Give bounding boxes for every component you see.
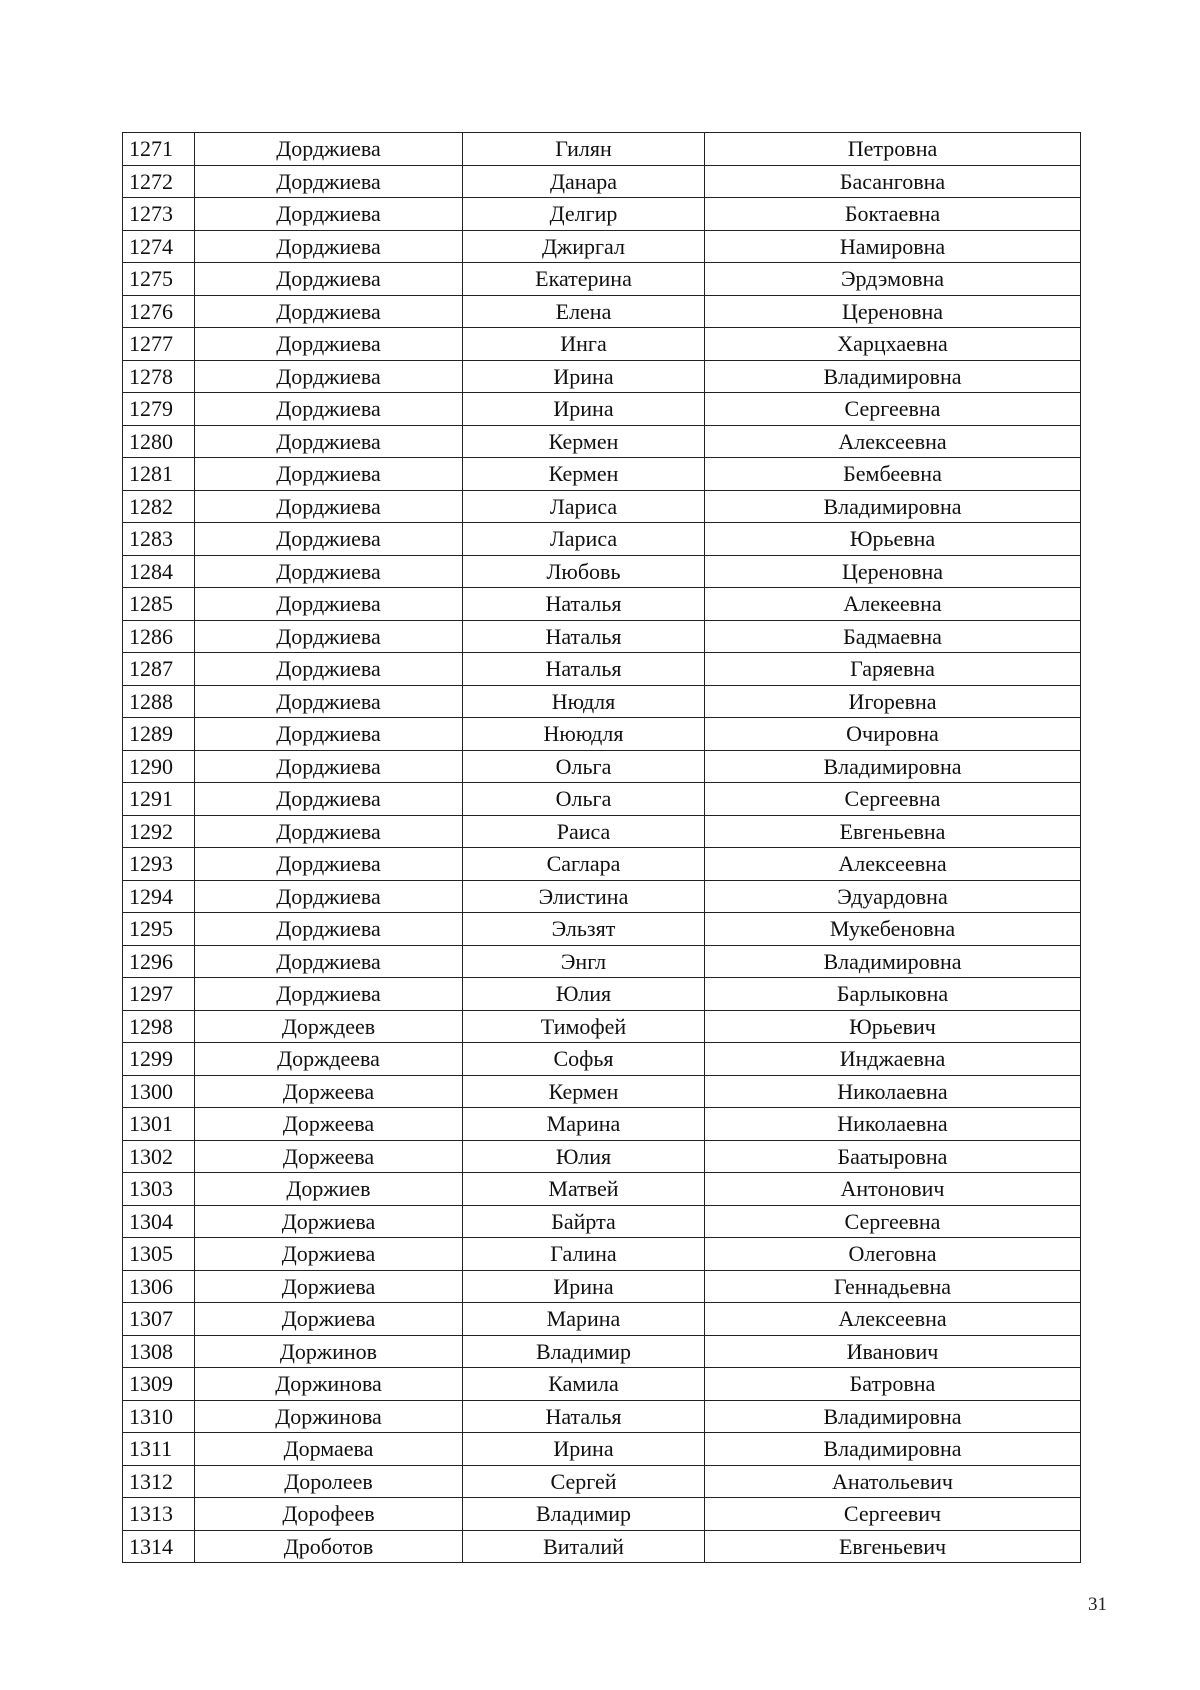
first-name-cell: Энгл [463, 945, 705, 978]
patronymic-cell: Басанговна [705, 165, 1081, 198]
surname-cell: Дорджиева [195, 913, 463, 946]
row-number-cell: 1309 [123, 1368, 195, 1401]
patronymic-cell: Алекеевна [705, 588, 1081, 621]
row-number-cell: 1273 [123, 198, 195, 231]
first-name-cell: Инга [463, 328, 705, 361]
first-name-cell: Камила [463, 1368, 705, 1401]
row-number-cell: 1271 [123, 133, 195, 166]
surname-cell: Дорджиева [195, 588, 463, 621]
table-row [123, 263, 1081, 296]
surname-cell: Доржиева [195, 1303, 463, 1336]
table-row [123, 1335, 1081, 1368]
row-number-cell: 1296 [123, 945, 195, 978]
surname-cell: Дорджиева [195, 815, 463, 848]
patronymic-cell: Николаевна [705, 1108, 1081, 1141]
patronymic-cell: Алексеевна [705, 1303, 1081, 1336]
row-number-cell: 1289 [123, 718, 195, 751]
surname-cell: Доржинов [195, 1335, 463, 1368]
row-number-cell: 1282 [123, 490, 195, 523]
first-name-cell: Софья [463, 1043, 705, 1076]
table-row [123, 1400, 1081, 1433]
first-name-cell: Лариса [463, 523, 705, 556]
row-number-cell: 1277 [123, 328, 195, 361]
row-number-cell: 1299 [123, 1043, 195, 1076]
surname-cell: Дорджиева [195, 328, 463, 361]
patronymic-cell: Бадмаевна [705, 620, 1081, 653]
patronymic-cell: Сергеевна [705, 783, 1081, 816]
surname-cell: Доржинова [195, 1368, 463, 1401]
first-name-cell: Юлия [463, 978, 705, 1011]
table-row [123, 978, 1081, 1011]
patronymic-cell: Евгеньевна [705, 815, 1081, 848]
patronymic-cell: Владимировна [705, 360, 1081, 393]
patronymic-cell: Юрьевна [705, 523, 1081, 556]
table-row [123, 1270, 1081, 1303]
row-number-cell: 1301 [123, 1108, 195, 1141]
first-name-cell: Екатерина [463, 263, 705, 296]
row-number-cell: 1290 [123, 750, 195, 783]
surname-cell: Доржиева [195, 1270, 463, 1303]
surname-cell: Доржиев [195, 1173, 463, 1206]
first-name-cell: Элистина [463, 880, 705, 913]
row-number-cell: 1302 [123, 1140, 195, 1173]
surname-cell: Дорджиева [195, 523, 463, 556]
patronymic-cell: Сергеевна [705, 1205, 1081, 1238]
table-row [123, 523, 1081, 556]
first-name-cell: Нююдля [463, 718, 705, 751]
table-row [123, 1043, 1081, 1076]
table-row [123, 945, 1081, 978]
surname-cell: Дорджиева [195, 263, 463, 296]
row-number-cell: 1306 [123, 1270, 195, 1303]
first-name-cell: Ольга [463, 750, 705, 783]
patronymic-cell: Баатыровна [705, 1140, 1081, 1173]
surname-cell: Доржинова [195, 1400, 463, 1433]
surname-cell: Дроботов [195, 1530, 463, 1563]
patronymic-cell: Бембеевна [705, 458, 1081, 491]
surname-cell: Дорджиева [195, 783, 463, 816]
surname-cell: Дорджиева [195, 360, 463, 393]
patronymic-cell: Алексеевна [705, 848, 1081, 881]
name-list-table [122, 132, 1081, 1563]
row-number-cell: 1305 [123, 1238, 195, 1271]
surname-cell: Дорджиева [195, 425, 463, 458]
row-number-cell: 1278 [123, 360, 195, 393]
row-number-cell: 1311 [123, 1433, 195, 1466]
first-name-cell: Раиса [463, 815, 705, 848]
row-number-cell: 1288 [123, 685, 195, 718]
patronymic-cell: Батровна [705, 1368, 1081, 1401]
row-number-cell: 1314 [123, 1530, 195, 1563]
table-row [123, 1303, 1081, 1336]
patronymic-cell: Цереновна [705, 295, 1081, 328]
first-name-cell: Кермен [463, 425, 705, 458]
patronymic-cell: Владимировна [705, 1400, 1081, 1433]
surname-cell: Дорджиева [195, 458, 463, 491]
table-row [123, 458, 1081, 491]
row-number-cell: 1287 [123, 653, 195, 686]
row-number-cell: 1281 [123, 458, 195, 491]
first-name-cell: Виталий [463, 1530, 705, 1563]
table-row [123, 1075, 1081, 1108]
first-name-cell: Матвей [463, 1173, 705, 1206]
patronymic-cell: Петровна [705, 133, 1081, 166]
surname-cell: Дорджиева [195, 978, 463, 1011]
patronymic-cell: Намировна [705, 230, 1081, 263]
surname-cell: Доржеева [195, 1140, 463, 1173]
first-name-cell: Сергей [463, 1465, 705, 1498]
table-row [123, 620, 1081, 653]
patronymic-cell: Харцхаевна [705, 328, 1081, 361]
surname-cell: Дорджиева [195, 945, 463, 978]
table-row [123, 425, 1081, 458]
patronymic-cell: Юрьевич [705, 1010, 1081, 1043]
table-row [123, 133, 1081, 166]
first-name-cell: Эльзят [463, 913, 705, 946]
table-row [123, 653, 1081, 686]
table-row [123, 1173, 1081, 1206]
patronymic-cell: Мукебеновна [705, 913, 1081, 946]
page-number: 31 [1088, 1594, 1107, 1615]
patronymic-cell: Геннадьевна [705, 1270, 1081, 1303]
patronymic-cell: Антонович [705, 1173, 1081, 1206]
patronymic-cell: Цереновна [705, 555, 1081, 588]
row-number-cell: 1308 [123, 1335, 195, 1368]
surname-cell: Дорофеев [195, 1498, 463, 1531]
row-number-cell: 1280 [123, 425, 195, 458]
surname-cell: Доролеев [195, 1465, 463, 1498]
row-number-cell: 1298 [123, 1010, 195, 1043]
table-row [123, 848, 1081, 881]
surname-cell: Дорджиева [195, 198, 463, 231]
table-row [123, 718, 1081, 751]
first-name-cell: Ольга [463, 783, 705, 816]
surname-cell: Дорждеева [195, 1043, 463, 1076]
first-name-cell: Делгир [463, 198, 705, 231]
surname-cell: Дорджиева [195, 230, 463, 263]
patronymic-cell: Эрдэмовна [705, 263, 1081, 296]
row-number-cell: 1294 [123, 880, 195, 913]
patronymic-cell: Олеговна [705, 1238, 1081, 1271]
surname-cell: Дорджиева [195, 555, 463, 588]
first-name-cell: Юлия [463, 1140, 705, 1173]
first-name-cell: Джиргал [463, 230, 705, 263]
table-row [123, 1368, 1081, 1401]
first-name-cell: Саглара [463, 848, 705, 881]
table-row [123, 1205, 1081, 1238]
row-number-cell: 1303 [123, 1173, 195, 1206]
patronymic-cell: Иванович [705, 1335, 1081, 1368]
first-name-cell: Наталья [463, 620, 705, 653]
table-row [123, 555, 1081, 588]
first-name-cell: Ирина [463, 393, 705, 426]
patronymic-cell: Игоревна [705, 685, 1081, 718]
surname-cell: Доржиева [195, 1238, 463, 1271]
surname-cell: Дорджиева [195, 165, 463, 198]
row-number-cell: 1274 [123, 230, 195, 263]
first-name-cell: Марина [463, 1108, 705, 1141]
patronymic-cell: Эдуардовна [705, 880, 1081, 913]
surname-cell: Дорджиева [195, 393, 463, 426]
row-number-cell: 1292 [123, 815, 195, 848]
first-name-cell: Владимир [463, 1335, 705, 1368]
patronymic-cell: Владимировна [705, 945, 1081, 978]
row-number-cell: 1286 [123, 620, 195, 653]
surname-cell: Дорджиева [195, 880, 463, 913]
patronymic-cell: Сергеевна [705, 393, 1081, 426]
surname-cell: Дорджиева [195, 620, 463, 653]
first-name-cell: Нюдля [463, 685, 705, 718]
table-row [123, 1498, 1081, 1531]
table-row [123, 750, 1081, 783]
table-row [123, 360, 1081, 393]
patronymic-cell: Анатольевич [705, 1465, 1081, 1498]
table-row [123, 880, 1081, 913]
patronymic-cell: Гаряевна [705, 653, 1081, 686]
row-number-cell: 1293 [123, 848, 195, 881]
surname-cell: Дорджиева [195, 490, 463, 523]
row-number-cell: 1300 [123, 1075, 195, 1108]
table-row [123, 685, 1081, 718]
table-row [123, 815, 1081, 848]
table-row [123, 230, 1081, 263]
row-number-cell: 1297 [123, 978, 195, 1011]
surname-cell: Доржеева [195, 1108, 463, 1141]
first-name-cell: Байрта [463, 1205, 705, 1238]
patronymic-cell: Евгеньевич [705, 1530, 1081, 1563]
surname-cell: Дорджиева [195, 685, 463, 718]
table-row [123, 1465, 1081, 1498]
patronymic-cell: Сергеевич [705, 1498, 1081, 1531]
surname-cell: Доржиева [195, 1205, 463, 1238]
row-number-cell: 1307 [123, 1303, 195, 1336]
row-number-cell: 1279 [123, 393, 195, 426]
table-row [123, 328, 1081, 361]
first-name-cell: Галина [463, 1238, 705, 1271]
surname-cell: Дорждеев [195, 1010, 463, 1043]
name-list-body [123, 133, 1081, 1563]
table-row [123, 1238, 1081, 1271]
first-name-cell: Ирина [463, 1270, 705, 1303]
first-name-cell: Наталья [463, 1400, 705, 1433]
surname-cell: Дормаева [195, 1433, 463, 1466]
table-row [123, 490, 1081, 523]
first-name-cell: Владимир [463, 1498, 705, 1531]
table-row [123, 1530, 1081, 1563]
row-number-cell: 1285 [123, 588, 195, 621]
row-number-cell: 1272 [123, 165, 195, 198]
first-name-cell: Кермен [463, 458, 705, 491]
surname-cell: Дорджиева [195, 750, 463, 783]
table-row [123, 588, 1081, 621]
first-name-cell: Ирина [463, 1433, 705, 1466]
row-number-cell: 1291 [123, 783, 195, 816]
first-name-cell: Наталья [463, 653, 705, 686]
table-row [123, 783, 1081, 816]
row-number-cell: 1304 [123, 1205, 195, 1238]
surname-cell: Доржеева [195, 1075, 463, 1108]
row-number-cell: 1276 [123, 295, 195, 328]
first-name-cell: Ирина [463, 360, 705, 393]
patronymic-cell: Боктаевна [705, 198, 1081, 231]
first-name-cell: Кермен [463, 1075, 705, 1108]
patronymic-cell: Владимировна [705, 750, 1081, 783]
table-row [123, 393, 1081, 426]
patronymic-cell: Инджаевна [705, 1043, 1081, 1076]
patronymic-cell: Николаевна [705, 1075, 1081, 1108]
first-name-cell: Марина [463, 1303, 705, 1336]
patronymic-cell: Алексеевна [705, 425, 1081, 458]
patronymic-cell: Владимировна [705, 1433, 1081, 1466]
first-name-cell: Наталья [463, 588, 705, 621]
table-row [123, 165, 1081, 198]
table-row [123, 1140, 1081, 1173]
row-number-cell: 1295 [123, 913, 195, 946]
first-name-cell: Данара [463, 165, 705, 198]
surname-cell: Дорджиева [195, 133, 463, 166]
first-name-cell: Елена [463, 295, 705, 328]
surname-cell: Дорджиева [195, 848, 463, 881]
surname-cell: Дорджиева [195, 718, 463, 751]
table-row [123, 1108, 1081, 1141]
patronymic-cell: Барлыковна [705, 978, 1081, 1011]
first-name-cell: Гилян [463, 133, 705, 166]
row-number-cell: 1284 [123, 555, 195, 588]
row-number-cell: 1310 [123, 1400, 195, 1433]
patronymic-cell: Очировна [705, 718, 1081, 751]
row-number-cell: 1313 [123, 1498, 195, 1531]
table-row [123, 1010, 1081, 1043]
surname-cell: Дорджиева [195, 295, 463, 328]
patronymic-cell: Владимировна [705, 490, 1081, 523]
first-name-cell: Тимофей [463, 1010, 705, 1043]
table-row [123, 1433, 1081, 1466]
table-row [123, 913, 1081, 946]
row-number-cell: 1312 [123, 1465, 195, 1498]
first-name-cell: Любовь [463, 555, 705, 588]
table-row [123, 295, 1081, 328]
table-row [123, 198, 1081, 231]
row-number-cell: 1275 [123, 263, 195, 296]
surname-cell: Дорджиева [195, 653, 463, 686]
row-number-cell: 1283 [123, 523, 195, 556]
first-name-cell: Лариса [463, 490, 705, 523]
